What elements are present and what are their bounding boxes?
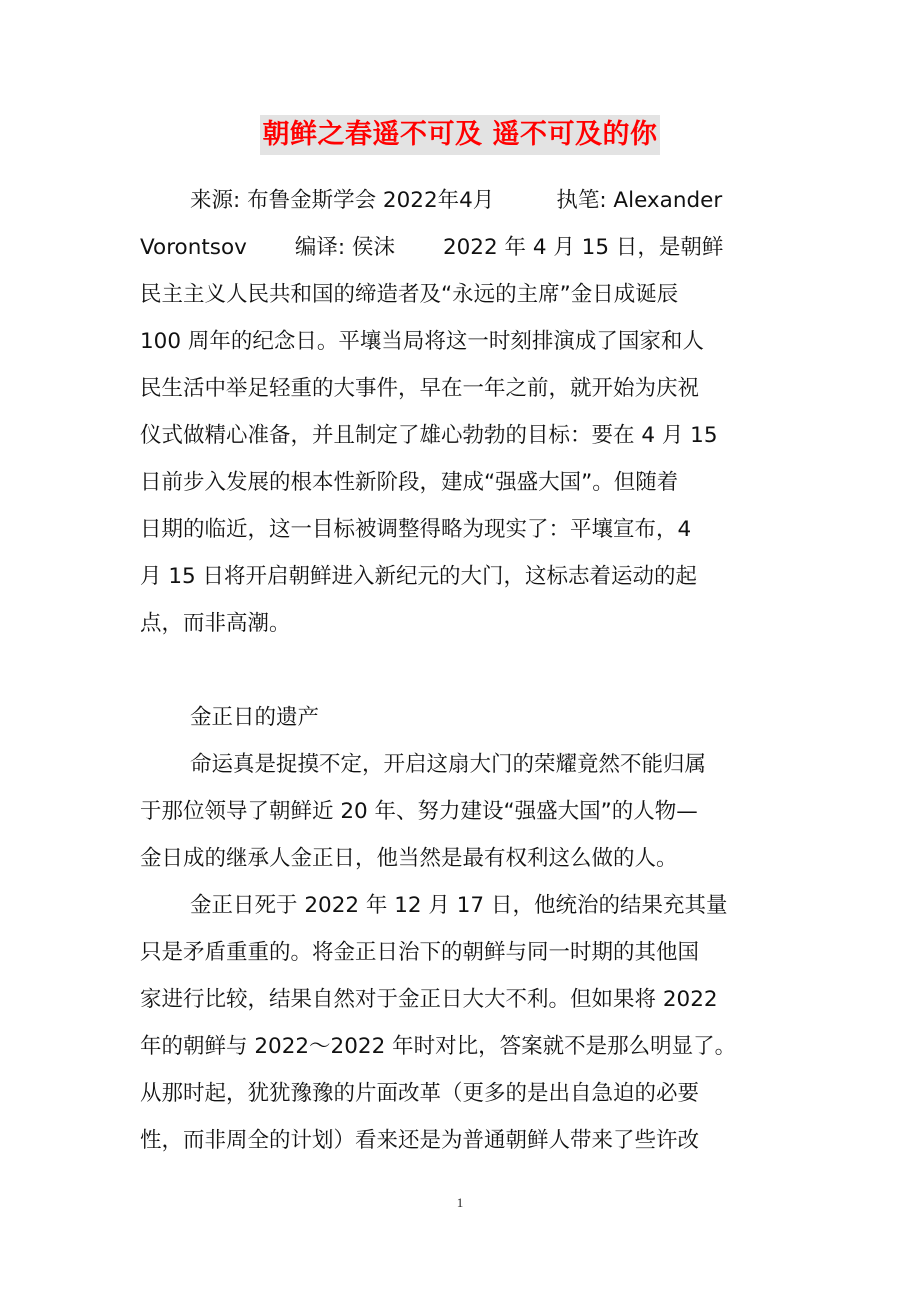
- paragraph3-line: 家进行比较，结果自然对于金正日大大不利。但如果将 2022: [140, 987, 718, 1012]
- section-heading: 金正日的遗产: [190, 705, 320, 730]
- byline-author-prefix: 执笔: Alexander: [556, 188, 723, 213]
- paragraph1-line: 仪式做精心准备，并且制定了雄心勃勃的目标：要在 4 月 15: [140, 423, 718, 448]
- article-body: [140, 177, 785, 1164]
- paragraph3-line: 金正日死于 2022 年 12 月 17 日，他统治的结果充其量: [190, 893, 728, 918]
- paragraph-spacer: [140, 647, 785, 694]
- paragraph1-first-line: 2022 年 4 月 15 日，是朝鲜: [442, 235, 724, 260]
- paragraph1-line: 民主主义人民共和国的缔造者及“永远的主席”金日成诞辰: [140, 282, 679, 307]
- paragraph1-line: 100 周年的纪念日。平壤当局将这一时刻排演成了国家和人: [140, 329, 704, 354]
- paragraph2-line: 于那位领导了朝鲜近 20 年、努力建设“强盛大国”的人物—: [140, 799, 698, 824]
- page-number: 1: [456, 1195, 464, 1210]
- paragraph3-line: 性，而非周全的计划）看来还是为普通朝鲜人带来了些许改: [140, 1128, 700, 1153]
- title-container: [0, 115, 920, 155]
- byline-continued-line: [140, 224, 785, 271]
- paragraph3-line: 年的朝鲜与 2022～2022 年时对比，答案就不是那么明显了。: [140, 1034, 737, 1059]
- paragraph2-line: 命运真是捉摸不定，开启这扇大门的荣耀竟然不能归属: [190, 752, 707, 777]
- paragraph2-line: 金日成的继承人金正日，他当然是最有权利这么做的人。: [140, 846, 678, 871]
- paragraph1-line: 点，而非高潮。: [140, 611, 291, 636]
- paragraph1-line: 民生活中举足轻重的大事件，早在一年之前，就开始为庆祝: [140, 376, 700, 401]
- paragraph3-line: 从那时起，犹犹豫豫的片面改革（更多的是出自急迫的必要: [140, 1081, 700, 1106]
- paragraph1-line: 日期的临近，这一目标被调整得略为现实了：平壤宣布，4: [140, 517, 692, 542]
- byline-author-rest: Vorontsov: [140, 235, 247, 260]
- byline-line: [140, 177, 785, 224]
- byline-translator: 编译: 侯沫: [294, 235, 395, 260]
- paragraph3-line: 只是矛盾重重的。将金正日治下的朝鲜与同一时期的其他国: [140, 940, 700, 965]
- paragraph1-line: 月 15 日将开启朝鲜进入新纪元的大门，这标志着运动的起: [140, 564, 698, 589]
- paragraph1-line: 日前步入发展的根本性新阶段，建成“强盛大国”。但随着: [140, 470, 679, 495]
- document-title: 朝鲜之春遥不可及 遥不可及的你: [260, 115, 661, 155]
- byline-source: 来源: 布鲁金斯学会 2022年4月: [190, 188, 495, 213]
